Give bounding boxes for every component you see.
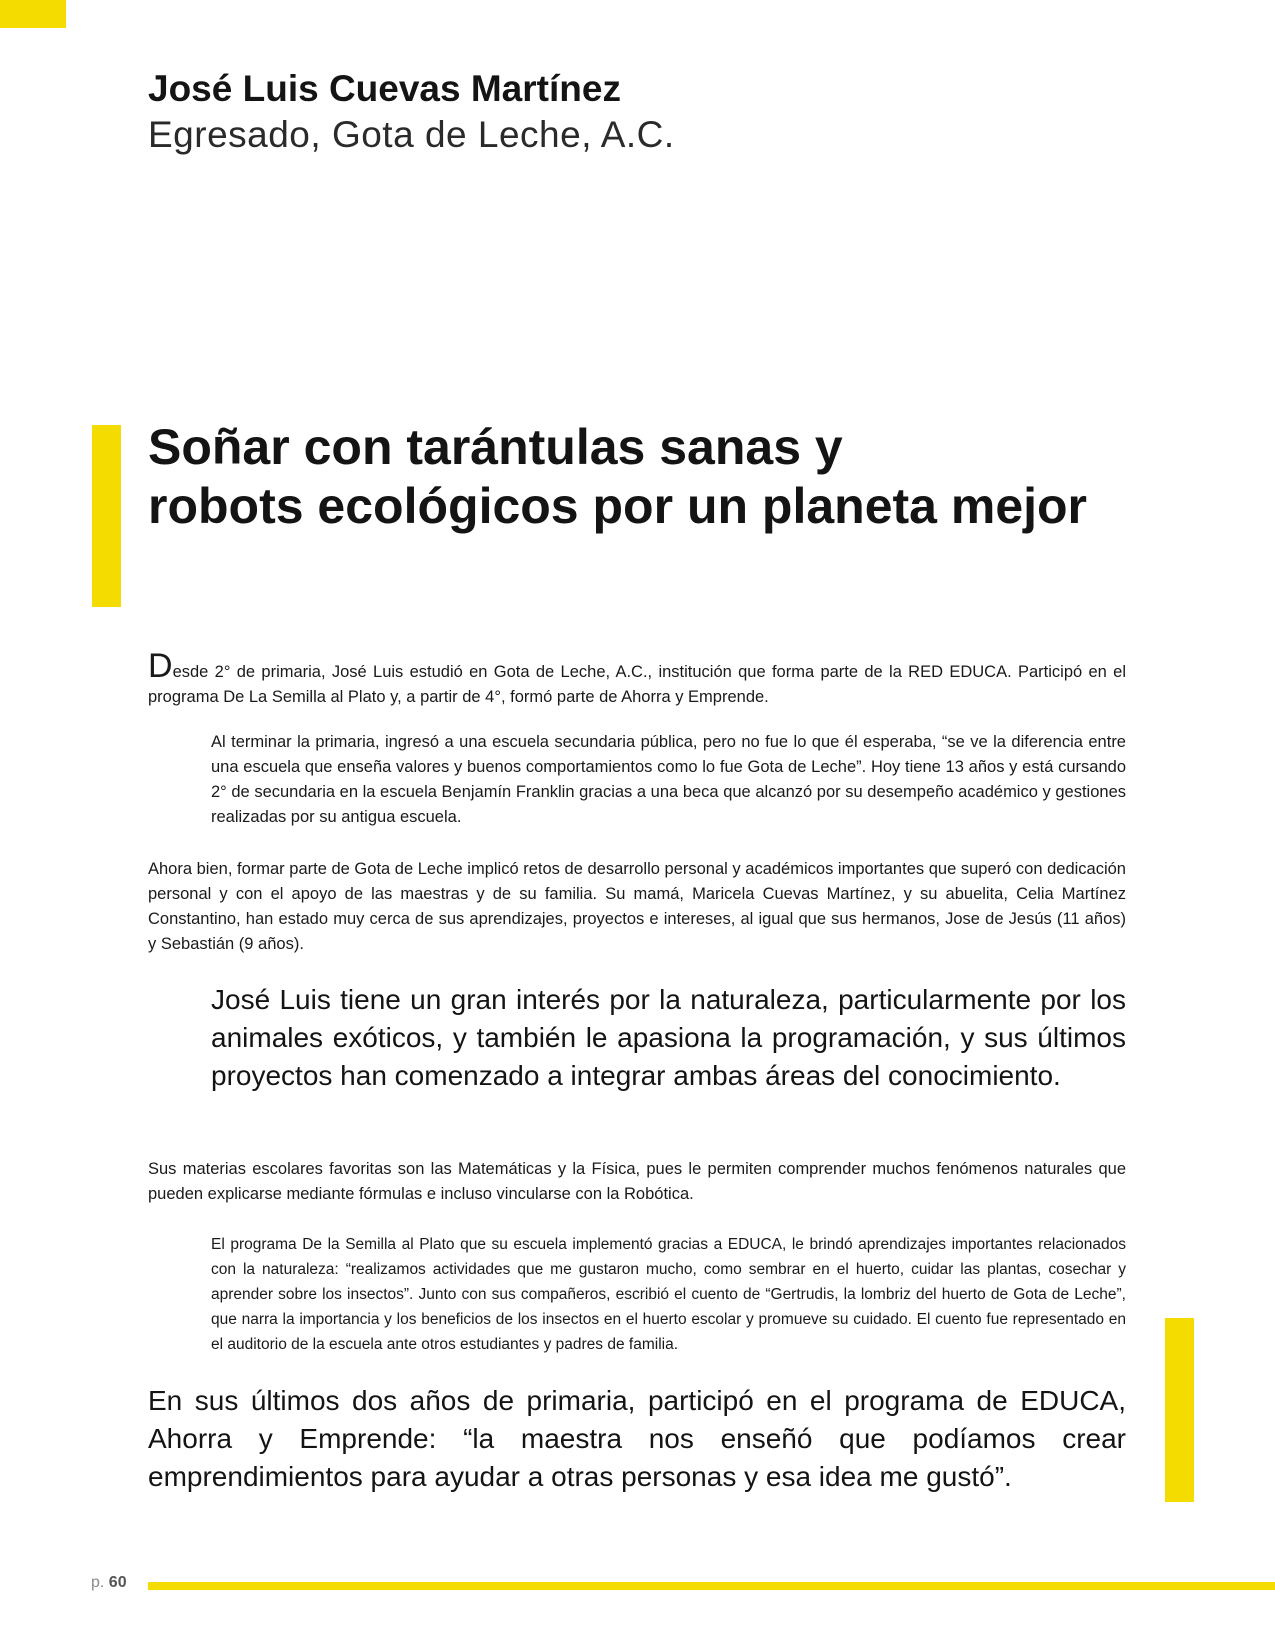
paragraph-intro — [148, 647, 1126, 710]
top-accent-bar — [0, 0, 66, 28]
page-prefix: p. — [91, 1574, 105, 1591]
footer-rule — [148, 1582, 1275, 1590]
side-accent-bar — [1165, 1318, 1194, 1502]
pullquote-interests: José Luis tiene un gran interés por la naturaleza, particularmente por los animales exóticos, y también le apasiona la programación, y sus últimos proyectos han comenzado a integrar ambas áreas del conocimiento. — [211, 984, 1126, 1091]
title-line-2: robots ecológicos por un planeta mejor — [148, 478, 1088, 534]
page-number-value: 60 — [108, 1574, 127, 1591]
paragraph-intro-text: esde 2° de primaria, José Luis estudió en Gota de Leche, A.C., institución que forma parte de la RED EDUCA. Participó en el programa De La Semilla al Plato y, a partir de 4°, formó parte de Ahorra y Emprende. — [148, 663, 1126, 706]
pullquote-ahorra-emprende: En sus últimos dos años de primaria, participó en el programa de EDUCA, Ahorra y Emprende: “la maestra nos enseñó que podíamos crear emprendimientos para ayudar a otras personas y esa idea me gustó”. — [148, 1385, 1126, 1492]
paragraph-secondary-school: Al terminar la primaria, ingresó a una escuela secundaria pública, pero no fue lo que él esperaba, “se ve la diferencia entre una escuela que enseña valores y buenos comportamientos como lo fue Gota de Leche”. Hoy tiene 13 años y está cursando 2° de secundaria en la escuela Benjamín Franklin gracias a una beca que alcanzó por su desempeño académico y gestiones realizadas por su antigua escuela. — [211, 733, 1126, 826]
paragraph-semilla-program: El programa De la Semilla al Plato que su escuela implementó gracias a EDUCA, le brindó aprendizajes importantes relacionados con la naturaleza: “realizamos actividades que me gustaron mucho, como sembrar en el huerto, cuidar las plantas, cosechar y aprender sobre los insectos”. Junto con sus compañeros, escribió el cuento de “Gertrudis, la lombriz del huerto de Gota de Leche”, que narra la importancia y los beneficios de los insectos en el huerto escolar y promueve su cuidado. El cuento fue representado en el auditorio de la escuela ante otros estudiantes y padres de familia. — [211, 1236, 1126, 1353]
drop-cap: D — [148, 647, 173, 685]
author-name: José Luis Cuevas Martínez — [148, 68, 621, 109]
title-accent-bar — [92, 425, 121, 607]
page-number — [91, 1574, 127, 1592]
title-line-1: Soñar con tarántulas sanas y — [148, 419, 843, 475]
paragraph-family-support: Ahora bien, formar parte de Gota de Leche implicó retos de desarrollo personal y académicos importantes que superó con dedicación personal y con el apoyo de las maestras y de su familia. Su mamá, Maricela Cuevas Martínez, y su abuelita, Celia Martínez Constantino, han estado muy cerca de sus aprendizajes, proyectos e intereses, al igual que sus hermanos, Jose de Jesús (11 años) y Sebastián (9 años). — [148, 860, 1126, 953]
author-role: Egresado, Gota de Leche, A.C. — [148, 114, 675, 155]
article-title — [148, 418, 1148, 536]
paragraph-favorite-subjects: Sus materias escolares favoritas son las Matemáticas y la Física, pues le permiten comprender muchos fenómenos naturales que pueden explicarse mediante fórmulas e incluso vincularse con la Robótica. — [148, 1160, 1126, 1203]
